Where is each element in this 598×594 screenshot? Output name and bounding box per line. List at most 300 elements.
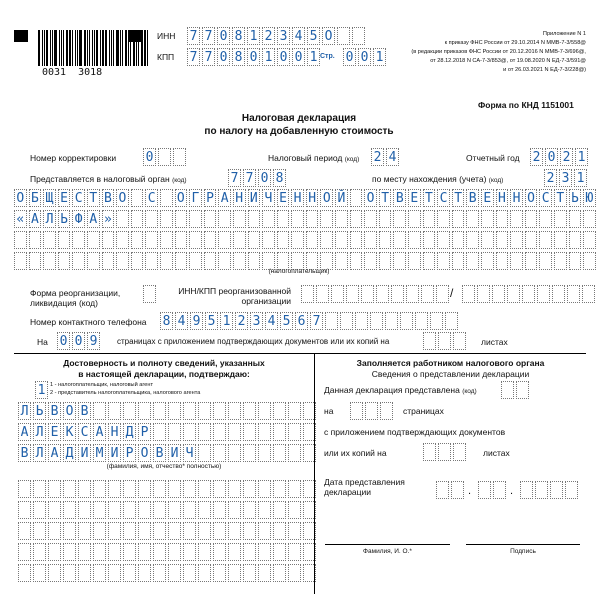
char-cell: 2 — [371, 148, 384, 166]
pages-prefix: На — [37, 337, 48, 347]
char-cell — [168, 543, 181, 561]
char-cell: « — [14, 210, 27, 228]
sheets-field[interactable] — [423, 332, 468, 350]
char-cell — [303, 402, 316, 420]
char-cell — [138, 480, 151, 498]
char-cell — [18, 501, 31, 519]
reorg-slash: / — [450, 286, 454, 300]
char-cell: 0 — [217, 48, 230, 66]
char-cell — [273, 501, 286, 519]
char-cell: И — [168, 444, 181, 462]
office-pages-field[interactable] — [350, 402, 395, 420]
char-cell — [507, 285, 520, 303]
char-cell — [510, 210, 523, 228]
char-cell: В — [393, 189, 406, 207]
char-cell: М — [93, 444, 106, 462]
char-cell — [316, 285, 329, 303]
char-cell — [33, 522, 46, 540]
char-cell — [325, 312, 338, 330]
char-cell: О — [364, 189, 377, 207]
char-cell — [462, 285, 475, 303]
char-cell: Д — [63, 444, 76, 462]
char-cell — [48, 501, 61, 519]
char-cell: 4 — [175, 312, 188, 330]
char-cell: 0 — [72, 332, 85, 350]
char-cell: С — [78, 423, 91, 441]
char-cell — [303, 522, 316, 540]
char-cell — [168, 501, 181, 519]
char-cell — [218, 210, 231, 228]
char-cell: Й — [335, 189, 348, 207]
char-cell: С — [72, 189, 85, 207]
char-cell: Ч — [262, 189, 275, 207]
char-cell — [153, 480, 166, 498]
char-cell: 7 — [187, 48, 200, 66]
char-cell — [198, 564, 211, 582]
char-cell — [213, 564, 226, 582]
char-cell — [213, 402, 226, 420]
page-number-field[interactable] — [343, 48, 388, 66]
char-cell — [258, 480, 271, 498]
barcode-bar — [69, 30, 71, 66]
char-cell: 7 — [187, 27, 200, 45]
kpp-field[interactable] — [187, 48, 322, 66]
char-cell: 7 — [243, 169, 256, 187]
char-cell — [63, 501, 76, 519]
barcode-bar — [109, 30, 110, 66]
rep-row-4[interactable] — [18, 543, 318, 561]
char-cell — [108, 543, 121, 561]
char-cell: 0 — [258, 169, 271, 187]
char-cell — [258, 444, 271, 462]
char-cell — [93, 501, 106, 519]
char-cell — [583, 210, 596, 228]
char-cell — [198, 444, 211, 462]
char-cell — [258, 402, 271, 420]
barcode-bar — [79, 30, 82, 66]
phone-field[interactable] — [160, 312, 460, 330]
submission-subheading: Сведения о представлении декларации — [371, 369, 530, 379]
char-cell: И — [78, 444, 91, 462]
char-cell — [58, 231, 71, 249]
char-cell: 6 — [295, 312, 308, 330]
char-cell — [273, 423, 286, 441]
char-cell — [423, 332, 436, 350]
char-cell — [346, 285, 359, 303]
char-cell: В — [153, 444, 166, 462]
correction-label: Номер корректировки — [30, 153, 117, 163]
patronymic-field[interactable] — [18, 444, 318, 462]
office-sheets-field[interactable] — [423, 443, 468, 461]
org-name-row-3[interactable] — [14, 231, 598, 249]
char-cell — [168, 522, 181, 540]
barcode-bar — [84, 30, 86, 66]
char-cell: Т — [87, 189, 100, 207]
char-cell — [350, 189, 363, 207]
location-field[interactable] — [544, 169, 589, 187]
barcode-bar — [44, 30, 45, 66]
char-cell — [138, 564, 151, 582]
char-cell — [258, 564, 271, 582]
char-cell — [400, 312, 413, 330]
char-cell — [248, 231, 261, 249]
office-sheets-label: листах — [483, 448, 510, 458]
char-cell: 7 — [202, 27, 215, 45]
char-cell: 3 — [250, 312, 263, 330]
char-cell — [29, 231, 42, 249]
char-cell — [213, 522, 226, 540]
char-cell — [379, 210, 392, 228]
barcode-bar — [105, 30, 107, 66]
char-cell — [233, 210, 246, 228]
reorg-inn-field[interactable] — [301, 285, 454, 303]
rep-row-1[interactable] — [18, 480, 318, 498]
first-name-field[interactable] — [18, 423, 318, 441]
rep-row-2[interactable] — [18, 501, 318, 519]
rep-row-3[interactable] — [18, 522, 318, 540]
char-cell — [213, 480, 226, 498]
char-cell — [273, 402, 286, 420]
date-month-field[interactable] — [478, 481, 508, 499]
char-cell — [380, 402, 393, 420]
char-cell — [393, 210, 406, 228]
org-name-row-2[interactable] — [14, 210, 598, 228]
taxpayer-caption: (налогоплательщик) — [268, 268, 330, 275]
submission-date-label: Дата представления декларации — [324, 477, 405, 497]
char-cell — [365, 402, 378, 420]
char-cell — [204, 210, 217, 228]
barcode-bar — [38, 30, 40, 66]
char-cell: Е — [58, 189, 71, 207]
char-cell — [320, 231, 333, 249]
barcode-bar — [52, 30, 53, 66]
char-cell — [453, 332, 466, 350]
char-cell: 2 — [262, 27, 275, 45]
date-day-field[interactable] — [436, 481, 466, 499]
char-cell — [243, 480, 256, 498]
char-cell: Н — [108, 423, 121, 441]
appendix-note: Приложение N 1 к приказу ФНС России от 29.10.2014 N ММВ-7-3/558@ (в редакции приказов ФНС России от 20.12.2016 N ММВ-7-3/696@, от 28.12.2018 N СА-7-3/853@, от 19.08.2020 N ЕД-7-3/591@ и от 26.03.2021 N ЕД-7-3/228@) — [411, 31, 586, 73]
char-cell — [168, 402, 181, 420]
char-cell — [408, 210, 421, 228]
char-cell — [288, 564, 301, 582]
char-cell — [78, 522, 91, 540]
rep-row-5[interactable] — [18, 564, 318, 582]
barcode-bar — [87, 30, 88, 66]
char-cell — [273, 444, 286, 462]
char-cell — [554, 210, 567, 228]
char-cell: 0 — [292, 48, 305, 66]
char-cell — [87, 231, 100, 249]
char-cell — [153, 501, 166, 519]
barcode-bar — [66, 30, 68, 66]
char-cell — [478, 481, 491, 499]
char-cell — [335, 210, 348, 228]
char-cell: В — [102, 189, 115, 207]
char-cell — [102, 231, 115, 249]
char-cell — [340, 312, 353, 330]
char-cell: Е — [481, 189, 494, 207]
char-cell — [116, 210, 129, 228]
char-cell: 4 — [386, 148, 399, 166]
barcode-bar — [75, 30, 76, 66]
char-cell: О — [175, 189, 188, 207]
char-cell: Ф — [72, 210, 85, 228]
date-year-field[interactable] — [520, 481, 580, 499]
char-cell — [569, 210, 582, 228]
confirm-heading: Достоверность и полноту сведений, указанных в настоящей декларации, подтверждаю: — [63, 358, 265, 379]
char-cell — [262, 210, 275, 228]
char-cell: Е — [408, 189, 421, 207]
char-cell — [350, 402, 363, 420]
char-cell — [145, 210, 158, 228]
char-cell: Н — [306, 189, 319, 207]
char-cell — [213, 423, 226, 441]
char-cell — [123, 522, 136, 540]
char-cell — [262, 231, 275, 249]
char-cell — [436, 285, 449, 303]
char-cell — [243, 423, 256, 441]
registration-marker-left — [14, 30, 28, 42]
char-cell — [288, 423, 301, 441]
name-underline — [325, 544, 450, 545]
barcode-bar — [96, 30, 98, 66]
char-cell — [63, 522, 76, 540]
char-cell — [437, 231, 450, 249]
char-cell — [288, 543, 301, 561]
char-cell — [481, 210, 494, 228]
barcode-bar — [144, 30, 146, 66]
char-cell — [393, 231, 406, 249]
char-cell — [228, 564, 241, 582]
char-cell — [335, 231, 348, 249]
char-cell — [189, 231, 202, 249]
char-cell: А — [18, 423, 31, 441]
char-cell: Р — [123, 444, 136, 462]
char-cell: 8 — [232, 27, 245, 45]
char-cell — [18, 564, 31, 582]
char-cell — [539, 210, 552, 228]
submitted-code-field[interactable] — [501, 381, 531, 399]
barcode-bar — [130, 30, 131, 66]
char-cell — [63, 543, 76, 561]
char-cell: А — [48, 444, 61, 462]
char-cell — [78, 564, 91, 582]
char-cell — [153, 402, 166, 420]
char-cell — [131, 210, 144, 228]
char-cell: О — [525, 189, 538, 207]
signer-code-field[interactable] — [35, 381, 50, 399]
barcode-bar — [42, 30, 43, 66]
char-cell — [582, 285, 595, 303]
char-cell — [243, 444, 256, 462]
char-cell: 2 — [530, 148, 543, 166]
char-cell — [198, 402, 211, 420]
barcode-bar — [120, 30, 121, 66]
char-cell: 1 — [307, 48, 320, 66]
correction-field[interactable] — [143, 148, 188, 166]
period-field[interactable] — [371, 148, 401, 166]
char-cell — [189, 210, 202, 228]
officer-signature-caption: Подпись — [510, 548, 536, 555]
char-cell — [131, 231, 144, 249]
char-cell: Щ — [43, 189, 56, 207]
char-cell: 1 — [262, 48, 275, 66]
char-cell — [445, 312, 458, 330]
char-cell: Л — [33, 423, 46, 441]
barcode-bar — [46, 30, 48, 66]
barcode-bar — [138, 30, 139, 66]
char-cell: Ю — [583, 189, 596, 207]
char-cell — [452, 210, 465, 228]
char-cell — [14, 231, 27, 249]
char-cell — [183, 564, 196, 582]
char-cell — [145, 231, 158, 249]
char-cell — [525, 210, 538, 228]
char-cell: Ь — [58, 210, 71, 228]
reorg-kpp-field[interactable] — [462, 285, 597, 303]
char-cell — [277, 210, 290, 228]
char-cell — [168, 423, 181, 441]
char-cell — [48, 480, 61, 498]
char-cell — [123, 480, 136, 498]
char-cell — [228, 522, 241, 540]
char-cell — [198, 543, 211, 561]
char-cell: 8 — [232, 48, 245, 66]
barcode — [38, 30, 150, 66]
char-cell — [291, 231, 304, 249]
form-code: Форма по КНД 1151001 — [478, 100, 574, 110]
char-cell: А — [87, 210, 100, 228]
char-cell: Ч — [183, 444, 196, 462]
char-cell — [243, 564, 256, 582]
barcode-bar — [94, 30, 95, 66]
char-cell — [183, 522, 196, 540]
char-cell — [248, 210, 261, 228]
char-cell — [63, 564, 76, 582]
barcode-bar — [113, 30, 114, 66]
reorg-code-field[interactable] — [143, 285, 158, 303]
char-cell — [481, 231, 494, 249]
char-cell — [33, 564, 46, 582]
char-cell — [415, 312, 428, 330]
char-cell: В — [466, 189, 479, 207]
char-cell — [539, 231, 552, 249]
barcode-bar — [125, 30, 127, 66]
barcode-bar — [141, 30, 143, 66]
name-caption: (фамилия, имя, отчество* полностью) — [106, 463, 222, 470]
char-cell — [168, 480, 181, 498]
char-cell: С — [539, 189, 552, 207]
char-cell — [78, 501, 91, 519]
char-cell — [273, 480, 286, 498]
inn-field[interactable] — [187, 27, 367, 45]
char-cell: Н — [496, 189, 509, 207]
char-cell — [303, 564, 316, 582]
char-cell: А — [93, 423, 106, 441]
char-cell — [43, 231, 56, 249]
char-cell — [138, 522, 151, 540]
char-cell — [108, 522, 121, 540]
char-cell — [493, 481, 506, 499]
char-cell — [565, 481, 578, 499]
char-cell — [492, 285, 505, 303]
char-cell: 0 — [277, 48, 290, 66]
char-cell: Б — [29, 189, 42, 207]
char-cell — [213, 543, 226, 561]
char-cell — [198, 480, 211, 498]
char-cell: 0 — [217, 27, 230, 45]
char-cell — [160, 189, 173, 207]
year-field[interactable] — [530, 148, 590, 166]
char-cell — [33, 543, 46, 561]
signer-options: 1 - налогоплательщик, налоговый агент 2 - представитель налогоплательщика, налогового агента — [50, 382, 201, 396]
barcode-bar — [128, 30, 129, 66]
char-cell — [537, 285, 550, 303]
char-cell — [108, 501, 121, 519]
page-label: Стр. — [320, 53, 335, 60]
char-cell — [153, 564, 166, 582]
barcode-bar — [122, 30, 123, 66]
char-cell — [48, 522, 61, 540]
char-cell: 1 — [574, 169, 587, 187]
char-cell — [423, 210, 436, 228]
char-cell: В — [18, 444, 31, 462]
char-cell — [116, 231, 129, 249]
char-cell: 1 — [373, 48, 386, 66]
char-cell: Л — [43, 210, 56, 228]
char-cell — [385, 312, 398, 330]
char-cell: 7 — [310, 312, 323, 330]
char-cell: К — [63, 423, 76, 441]
pages-field[interactable] — [57, 332, 102, 350]
org-name-row-1[interactable] — [14, 189, 598, 207]
char-cell: А — [29, 210, 42, 228]
char-cell — [153, 522, 166, 540]
char-cell: 9 — [190, 312, 203, 330]
barcode-bar — [133, 30, 135, 66]
char-cell: 8 — [273, 169, 286, 187]
char-cell — [33, 501, 46, 519]
barcode-bar — [116, 30, 119, 66]
authority-field[interactable] — [228, 169, 288, 187]
char-cell: 8 — [160, 312, 173, 330]
char-cell — [273, 522, 286, 540]
char-cell — [496, 231, 509, 249]
barcode-bar — [54, 30, 57, 66]
char-cell: 4 — [265, 312, 278, 330]
reorg-label: Форма реорганизации, ликвидация (код) — [30, 288, 121, 308]
sheets-text: листах — [481, 337, 508, 347]
char-cell — [522, 285, 535, 303]
char-cell — [350, 231, 363, 249]
char-cell: Т — [379, 189, 392, 207]
char-cell: И — [108, 444, 121, 462]
char-cell: 5 — [205, 312, 218, 330]
char-cell: В — [48, 402, 61, 420]
last-name-field[interactable] — [18, 402, 318, 420]
char-cell — [320, 210, 333, 228]
char-cell — [131, 189, 144, 207]
char-cell — [213, 444, 226, 462]
char-cell: 0 — [343, 48, 356, 66]
char-cell — [288, 501, 301, 519]
char-cell: Н — [233, 189, 246, 207]
char-cell — [408, 231, 421, 249]
char-cell — [376, 285, 389, 303]
char-cell: Г — [189, 189, 202, 207]
char-cell: Е — [277, 189, 290, 207]
